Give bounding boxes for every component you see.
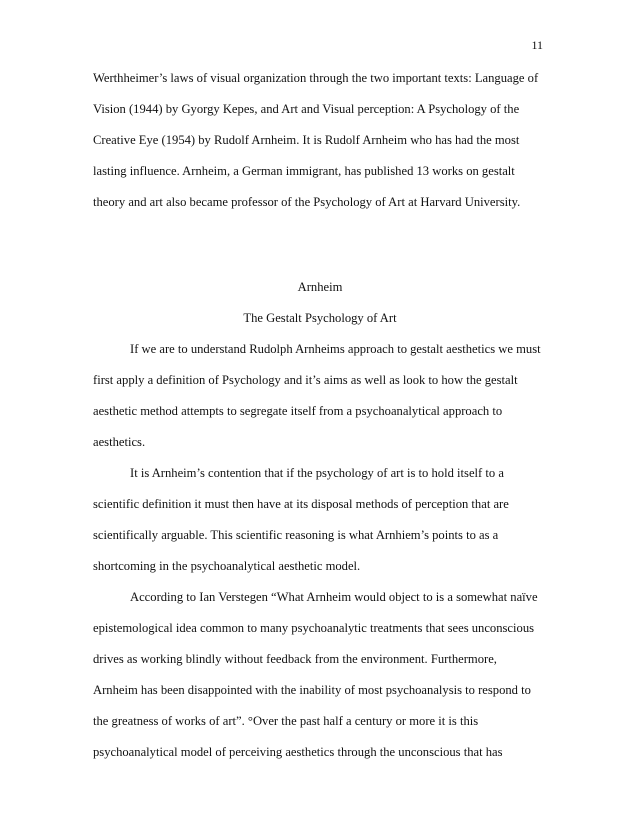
text-line: lasting influence. Arnheim, a German immigrant, has published 13 works on gestalt [93,164,515,178]
text-line: first apply a definition of Psychology and it’s aims as well as look to how the gestalt [93,373,518,387]
page-number: 11 [531,38,543,52]
text-line: aesthetics. [93,435,146,449]
text-line: theory and art also became professor of the Psychology of Art at Harvard University. [93,195,521,209]
text-line: If we are to understand Rudolph Arnheims approach to gestalt aesthetics we must [130,342,541,356]
section-heading: Arnheim [297,280,343,294]
text-line: drives as working blindly without feedback from the environment. Furthermore, [93,652,497,666]
text-line: scientific definition it must then have at its disposal methods of perception that are [93,497,509,511]
text-line: scientifically arguable. This scientific reasoning is what Arnhiem’s points to as a [93,528,499,542]
text-line: the greatness of works of art”. °Over the past half a century or more it is this [93,714,479,728]
text-line: According to Ian Verstegen “What Arnheim would object to is a somewhat naïve [130,590,538,604]
text-line: epistemological idea common to many psychoanalytic treatments that sees unconscious [93,621,535,635]
text-line: shortcoming in the psychoanalytical aesthetic model. [93,559,361,573]
text-line: Vision (1944) by Gyorgy Kepes, and Art and Visual perception: A Psychology of the [93,102,520,116]
text-line: Arnheim has been disappointed with the inability of most psychoanalysis to respond to [93,683,531,697]
text-line: psychoanalytical model of perceiving aesthetics through the unconscious that has [93,745,503,759]
text-line: Werthheimer’s laws of visual organization through the two important texts: Language of [93,71,539,85]
text-line: Creative Eye (1954) by Rudolf Arnheim. It is Rudolf Arnheim who has had the most [93,133,520,147]
text-line: aesthetic method attempts to segregate itself from a psychoanalytical approach to [93,404,503,418]
text-line: It is Arnheim’s contention that if the psychology of art is to hold itself to a [130,466,504,480]
section-subheading: The Gestalt Psychology of Art [243,311,397,325]
